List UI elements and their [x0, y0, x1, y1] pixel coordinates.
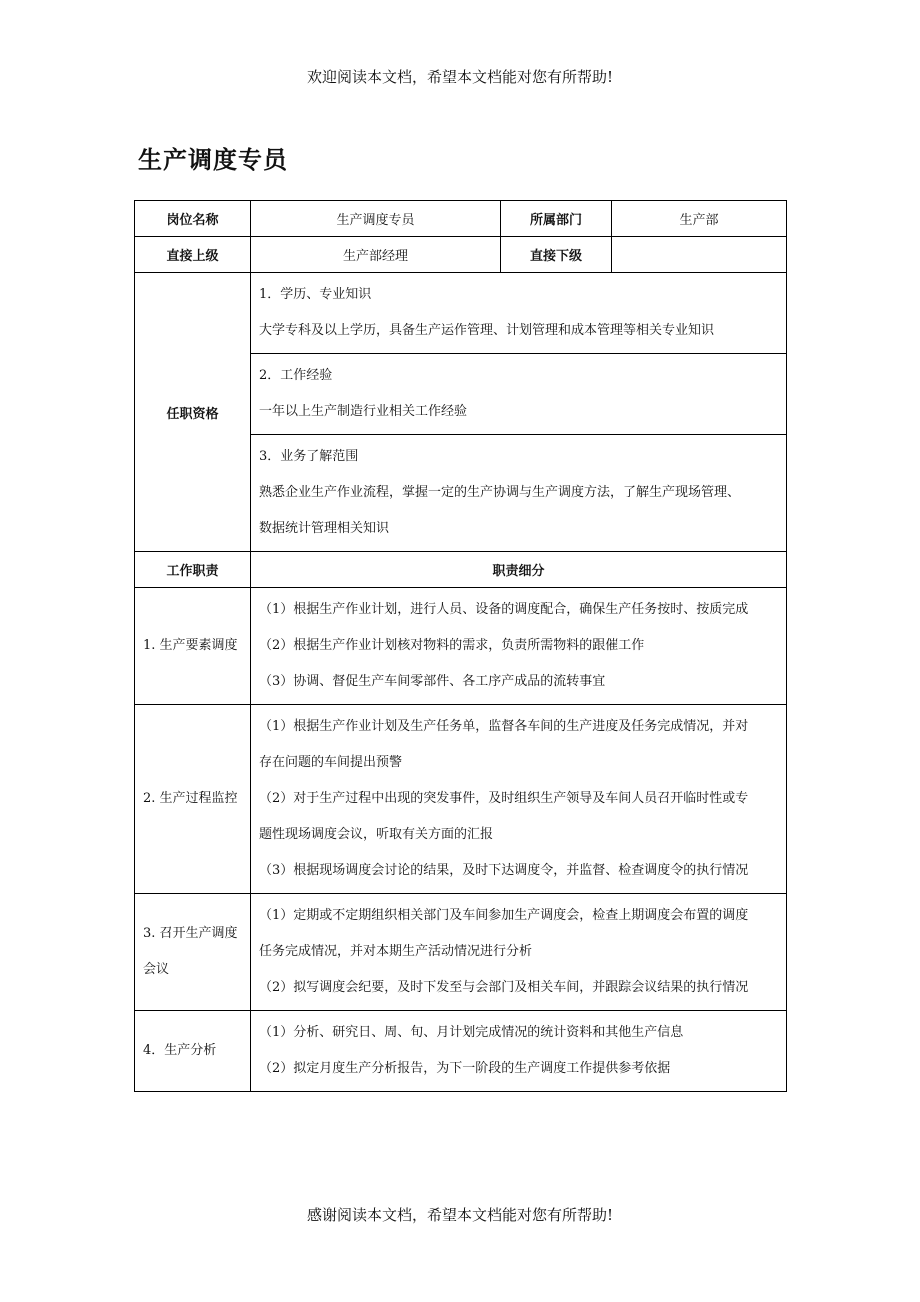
qualification-heading: 3．业务了解范围 [259, 449, 359, 464]
subordinate-value [612, 237, 787, 273]
qualification-detail: 数据统计管理相关知识 [259, 521, 390, 536]
qualification-block [251, 354, 787, 435]
duty-line: 存在问题的车间提出预警 [259, 755, 403, 770]
duty-line: 任务完成情况，并对本期生产活动情况进行分析 [259, 944, 533, 959]
duty-name [135, 894, 251, 1011]
duty-name [135, 588, 251, 705]
duty-line: （1）定期或不定期组织相关部门及车间参加生产调度会，检查上期调度会布置的调度 [259, 908, 749, 923]
duty-name [135, 705, 251, 894]
duty-line: （2）拟定月度生产分析报告，为下一阶段的生产调度工作提供参考依据 [259, 1061, 671, 1076]
duty-details [251, 1011, 787, 1092]
position-value: 生产调度专员 [251, 201, 501, 237]
duties-column-header: 工作职责 [135, 552, 251, 588]
job-description-table [134, 200, 787, 1092]
duty-name [135, 1011, 251, 1092]
duty-details [251, 894, 787, 1011]
duty-name-line: 3. 召开生产调度 [143, 926, 238, 941]
superior-label: 直接上级 [135, 237, 251, 273]
page-title: 生产调度专员 [138, 146, 288, 174]
duty-details [251, 705, 787, 894]
duty-line: （2）对于生产过程中出现的突发事件，及时组织生产领导及车间人员召开临时性或专 [259, 791, 749, 806]
footer-note: 感谢阅读本文档，希望本文档能对您有所帮助! [306, 1206, 614, 1224]
duty-line: （1）根据生产作业计划，进行人员、设备的调度配合，确保生产任务按时、按质完成 [259, 602, 749, 617]
subordinate-label: 直接下级 [501, 237, 612, 273]
duty-line: （1）分析、研究日、周、旬、月计划完成情况的统计资料和其他生产信息 [259, 1025, 684, 1040]
position-label: 岗位名称 [135, 201, 251, 237]
duty-name-line: 4．生产分析 [143, 1043, 217, 1058]
duty-details [251, 588, 787, 705]
duty-name-line: 2. 生产过程监控 [143, 791, 238, 806]
qualification-heading: 2．工作经验 [259, 368, 333, 383]
duty-line: （2）根据生产作业计划核对物料的需求，负责所需物料的跟催工作 [259, 638, 645, 653]
duty-details-column-header: 职责细分 [251, 552, 787, 588]
dept-label: 所属部门 [501, 201, 612, 237]
qualification-block [251, 273, 787, 354]
qualification-detail: 一年以上生产制造行业相关工作经验 [259, 404, 468, 419]
duty-line: （3）根据现场调度会讨论的结果，及时下达调度令，并监督、检查调度令的执行情况 [259, 863, 749, 878]
qualification-block [251, 435, 787, 552]
header-note: 欢迎阅读本文档，希望本文档能对您有所帮助! [306, 68, 614, 86]
qualification-detail: 熟悉企业生产作业流程，掌握一定的生产协调与生产调度方法，了解生产现场管理、 [259, 485, 741, 500]
duty-line: （3）协调、督促生产车间零部件、各工序产成品的流转事宜 [259, 674, 606, 689]
qualification-heading: 1．学历、专业知识 [259, 287, 372, 302]
duty-name-line: 会议 [143, 962, 170, 977]
dept-value: 生产部 [612, 201, 787, 237]
duty-line: 题性现场调度会议，听取有关方面的汇报 [259, 827, 494, 842]
qualification-detail: 大学专科及以上学历，具备生产运作管理、计划管理和成本管理等相关专业知识 [259, 323, 715, 338]
duty-line: （2）拟写调度会纪要，及时下发至与会部门及相关车间，并跟踪会议结果的执行情况 [259, 980, 749, 995]
duty-name-line: 1. 生产要素调度 [143, 638, 238, 653]
duty-line: （1）根据生产作业计划及生产任务单，监督各车间的生产进度及任务完成情况，并对 [259, 719, 749, 734]
superior-value: 生产部经理 [251, 237, 501, 273]
qualifications-label: 任职资格 [135, 273, 251, 552]
